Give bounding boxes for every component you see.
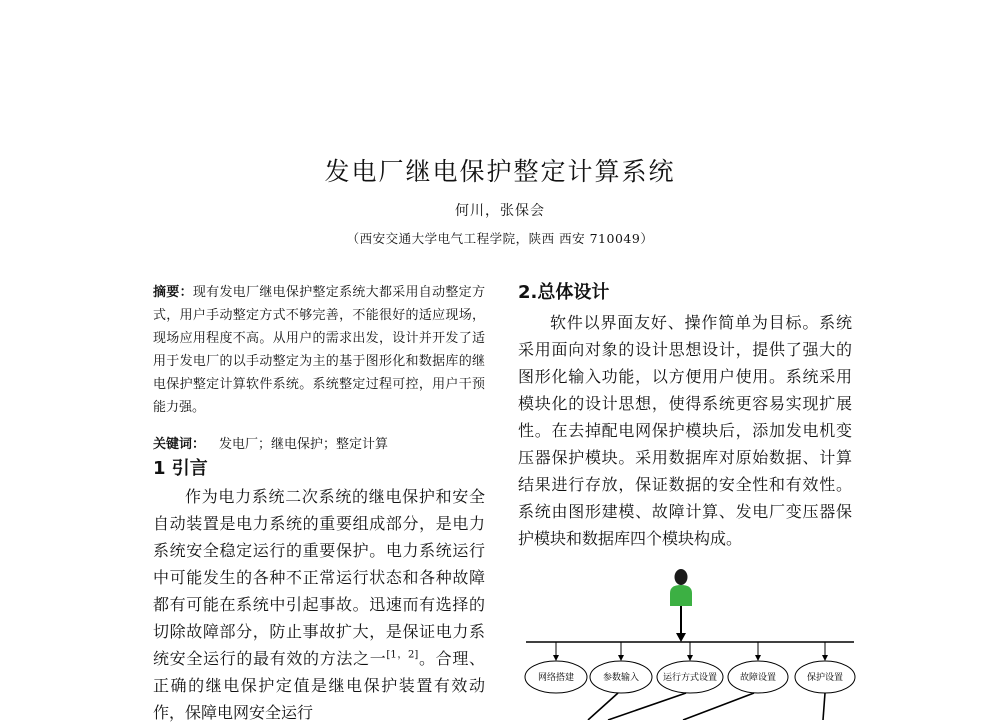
section1-text-b: 。合理、正确的继电保护定值是继电保护装置有效动作，保障电网安全运行 [153, 649, 485, 722]
user-body [670, 585, 692, 606]
keywords-label: 关键词： [153, 437, 206, 452]
node-2-label: 参数输入 [602, 673, 640, 683]
abstract-label: 摘要： [153, 285, 193, 300]
lower-link-4 [823, 693, 825, 720]
node-5-label: 保护设置 [806, 673, 844, 683]
abstract-text: 现有发电厂继电保护整定系统大都采用自动整定方式，用户手动整定方式不够完善，不能很好的适应现场，现场应用程度不高。从用户的需求出发，设计并开发了适用于发电厂的以手动整定为主的基于图形化和数据库的继电保护整定计算软件系统。系统整定过程可控，用户干预能力强。 [153, 285, 485, 415]
abstract [153, 281, 485, 419]
diagram-node-4 [728, 642, 788, 693]
section2-body: 软件以界面友好、操作简单为目标。系统采用面向对象的设计思想设计，提供了强大的图形化输入功能，以方便用户使用。系统采用模块化的设计思想，使得系统更容易实现扩展性。在去掉配电网保护模块后，添加发电机变压器保护模块。采用数据库对原始数据、计算结果进行存放，保证数据的安全性和有效性。系统由图形建模、故障计算、发电厂变压器保护模块和数据库四个模块构成。 [518, 313, 852, 548]
citation-ref: [1，2] [386, 649, 419, 661]
node-1-label: 网络搭建 [537, 673, 575, 683]
lower-link-2 [608, 693, 686, 720]
keywords-text: 发电厂；继电保护；整定计算 [219, 437, 389, 452]
paper-title: 发电厂继电保护整定计算系统 [324, 157, 676, 186]
node-2-arrowhead [618, 655, 624, 661]
lower-link-1 [588, 693, 618, 720]
user-icon [670, 569, 692, 606]
node-4-label: 故障设置 [739, 673, 777, 683]
section2-heading: 2.总体设计 [518, 282, 610, 303]
section1-body [153, 483, 485, 726]
section1-heading: 1 引言 [153, 458, 208, 479]
section1-text-a: 作为电力系统二次系统的继电保护和安全自动装置是电力系统的重要组成部分，是电力系统安全稳定运行的重要保护。电力系统运行中可能发生的各种不正常运行状态和各种故障都有可能在系统中引起事故。迅速而有选择的切除故障部分，防止事故扩大，是保证电力系统安全运行的最有效的方法之一 [153, 487, 485, 668]
diagram-node-1 [525, 642, 587, 693]
right-column [518, 281, 852, 552]
node-5-arrowhead [822, 655, 828, 661]
node-3-arrowhead [687, 655, 693, 661]
diagram-node-3 [657, 642, 723, 693]
left-column [153, 281, 485, 726]
node-4-arrowhead [755, 655, 761, 661]
paper-affiliation: （西安交通大学电气工程学院，陕西 西安 710049） [346, 231, 654, 246]
diagram-node-2 [590, 642, 652, 693]
keywords [153, 435, 485, 455]
paper-authors: 何川，张保会 [455, 203, 545, 219]
system-structure-diagram [518, 560, 863, 720]
lower-link-3 [683, 693, 754, 720]
node-1-arrowhead [553, 655, 559, 661]
diagram-node-5 [795, 642, 855, 693]
node-3-label: 运行方式设置 [662, 673, 718, 683]
user-head [675, 569, 688, 585]
user-arrow-head [676, 633, 686, 642]
